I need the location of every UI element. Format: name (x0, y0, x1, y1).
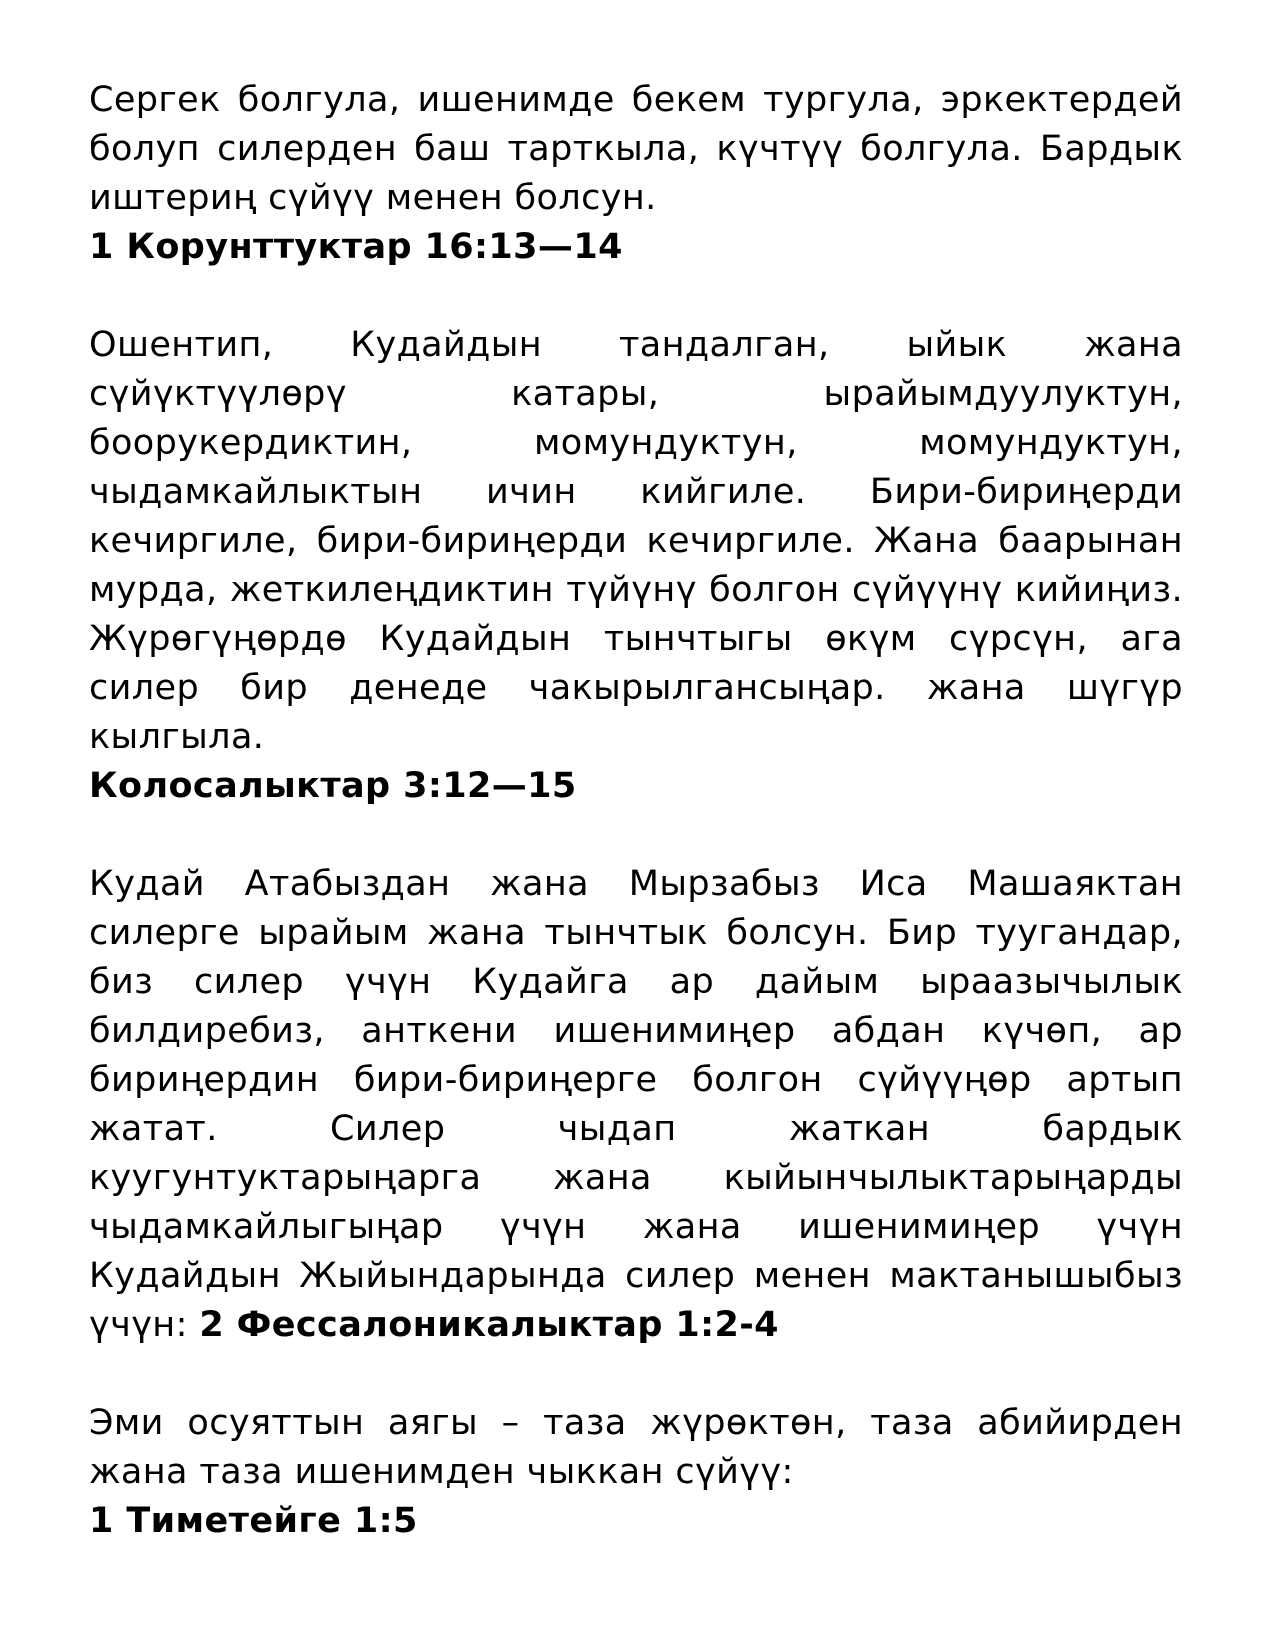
passage-1 (89, 76, 1183, 272)
passage-text: Сергек болгула, ишенимде бекем тургула, эркектердей болуп силерден баш тарткыла, күчтүү болгула. Бардык иштериң сүйүү менен болсун. (89, 80, 1183, 218)
passage-text: Ошентип, Кудайдын тандалган, ыйык жана сүйүктүүлөрү катары, ырайымдуулуктун, боорукердиктин, момундуктун, момундуктун, чыдамкайлыктын ичин кийгиле. Бири-бириңерди кечиргиле, бири-бириңерди кечиргиле. Жана баарынан мурда, жеткилеңдиктин түйүнү болгон сүйүүнү кийиңиз. Жүрөгүңөрдө Кудайдын тынчтыгы өкүм сүрсүн, ага силер бир денеде чакырылгансыңар. жана шүгүр кылгыла. (89, 325, 1183, 757)
scripture-reference: Колосалыктар 3:12—15 (89, 766, 577, 806)
scripture-reference: 1 Корунттуктар 16:13—14 (89, 227, 623, 267)
passage-text: Эми осуяттын аягы – таза жүрөктөн, таза абийирден жана таза ишенимден чыккан сүйүү: (89, 1403, 1183, 1492)
document-page (89, 76, 1183, 1595)
passage-3 (89, 860, 1183, 1350)
passage-4 (89, 1399, 1183, 1546)
scripture-reference: 1 Тиметейге 1:5 (89, 1501, 418, 1541)
passage-text: Кудай Атабыздан жана Мырзабыз Иса Машаяктан силерге ырайым жана тынчтык болсун. Бир туугандар, биз силер үчүн Кудайга ар дайым ыраазычылык билдиребиз, анткени ишенимиңер абдан күчөп, ар бириңердин бири-бириңерге болгон сүйүүңөр артып жатат. Силер чыдап жаткан бардык куугунтуктарыңарга жана кыйынчылыктарыңарды чыдамкайлыгыңар үчүн жана ишенимиңер үчүн Кудайдын Жыйындарында силер менен мактанышыбыз үчүн: (89, 864, 1183, 1345)
passage-2 (89, 321, 1183, 811)
scripture-reference: 2 Фессалоникалыктар 1:2-4 (199, 1305, 779, 1345)
